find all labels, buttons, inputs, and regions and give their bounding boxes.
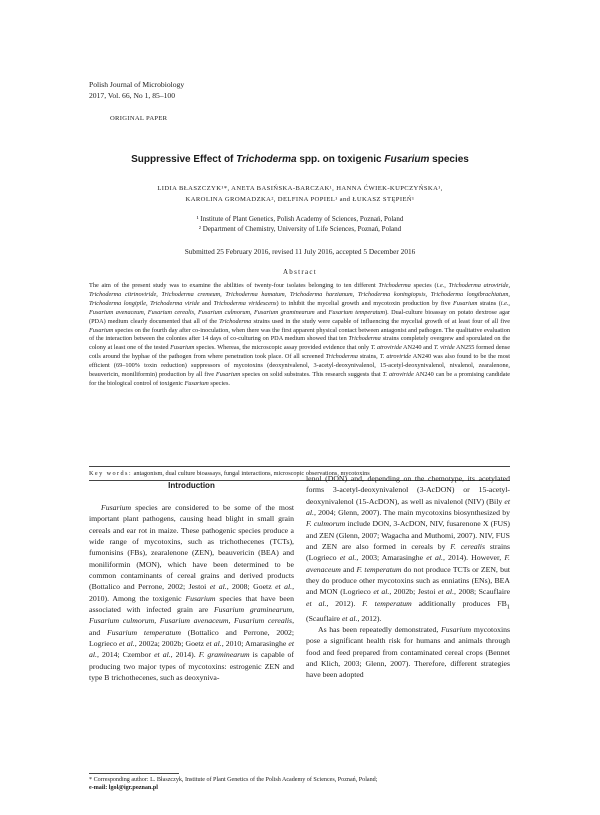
intro-paragraph-1: Fusarium species are considered to be some of the most important plant pathogens, causing head blight in small grain cereals and ear rot in maize. These pathogenic species produce a wide range of mycotoxins, such as trichothecenes (TCTs), fumonisins (FBs), zearalenone (ZEN), beauvericin (BEA) and moniliformin (MON), which have been determined to be common contaminants of cereal grains and derived products (Bottalico and Perrone, 2002; Jestoi et al., 2008; Goetz et al., 2010). Among the toxigenic Fusarium species that have been associated with infected grain are Fusarium graminearum, Fusarium culmorum, Fusarium avenaceum, Fusarium cerealis, and Fusarium temperatum (Bottalico and Perrone, 2002; Logrieco et al., 2002a; 2002b; Goetz et al., 2010; Amarasinghe et al., 2014; Czembor et al., 2014). F. graminearum is capable of producing two major types of mycotoxins: estrogenic ZEN and type B trichothecenes, such as deoxyniva- bbox=[89, 503, 295, 683]
keywords: Key words: antagonism, dual culture bioassays, fungal interactions, microscopic observations, mycotoxins bbox=[89, 470, 370, 477]
keywords-top-rule bbox=[89, 466, 510, 467]
intro-paragraph-2: As has been repeatedly demonstrated, Fusarium mycotoxins pose a significant health risk for humans and animals through food and feed prepared from contaminated cereal crops (Bennet and Klich, 2003; Glenn, 2007). Therefore, different strategies have been adopted bbox=[306, 625, 510, 680]
footnote bbox=[89, 776, 510, 792]
journal-header bbox=[89, 80, 184, 101]
intro-paragraph-1-cont: lenol (DON) and, depending on the chemotype, its acetylated forms 3-acetyl-deoxynivalenol (3-AcDON) or 15-acetyl-deoxynivalenol (15-AcDON), as well as nivalenol (NIV) (Bily et al., 2004; Glenn, 2007). The main mycotoxins biosynthesized by F. culmorum include DON, 3-AcDON, NIV, fusarenone X (FUS) and ZEN (Glenn, 2007; Wagacha and Muthomi, 2007). NIV, FUS and ZEN are also formed in cereals by F. cerealis strains (Logrieco et al., 2003; Amarasinghe et al., 2014). However, F. avenaceum and F. temperatum do not produce TCTs or ZEN, but they do produce other mycotoxins such as enniatins (ENs), BEA and MON (Logrieco et al., 2002b; Jestoi et al., 2008; Scauflaire et al., 2012). F. temperatum additionally produces $FB_1$ (Scauflaire et al., 2012). bbox=[306, 474, 511, 623]
footnote-rule bbox=[89, 773, 179, 774]
affiliations: ¹ Institute of Plant Genetics, Polish Academy of Sciences, Poznań, Poland ² Department of Chemistry, University of Life Sciences, Poznań, Poland bbox=[196, 215, 404, 233]
paper-type: ORIGINAL PAPER bbox=[110, 115, 168, 122]
introduction-heading: Introduction bbox=[168, 481, 215, 490]
corresponding-author: * Corresponding author: L. Błaszczyk, Institute of Plant Genetics of the Polish Academy of Sciences, Poznań, Poland; bbox=[89, 777, 378, 783]
journal-issue: 2017, Vol. 66, No 1, 85–100 bbox=[89, 90, 175, 100]
intro-left-column bbox=[89, 502, 294, 684]
corresponding-email: e-mail: lgol@igr.poznan.pl bbox=[89, 785, 158, 792]
paper-title: Suppressive Effect of Trichoderma spp. on toxigenic Fusarium species bbox=[131, 154, 469, 165]
intro-right-column bbox=[306, 473, 510, 681]
author-list: LIDIA BŁASZCZYK¹*, ANETA BASIŃSKA-BARCZAK¹, HANNA ĆWIEK-KUPCZYŃSKA¹, KAROLINA GROMADZKA², DELFINA POPIEL¹ and ŁUKASZ STĘPIEŃ¹ bbox=[157, 185, 443, 203]
journal-name: Polish Journal of Microbiology bbox=[89, 80, 185, 89]
abstract-heading: Abstract bbox=[282, 268, 318, 276]
abstract-text: The aim of the present study was to examine the abilities of twenty-four isolates belonging to ten different Trichoderma species (i.e., Trichoderma atroviride, Trichoderma citrinoviride, Trichoderma cremeum, Trichoderma hamatum, Trichoderma harzianum, Trichoderma koningiopsis, Trichoderma longibrachiatum, Trichoderma longipile, Trichoderma viride and Trichoderma viridescens) to inhibit the mycelial growth and mycotoxin production by five Fusarium strains (i.e., Fusarium avenaceum, Fusarium cerealis, Fusarium culmorum, Fusarium graminearum and Fusarium temperatum). Dual-culture bioassay on potato dextrose agar (PDA) medium clearly documented that all of the Trichoderma strains used in the study were capable of influencing the mycelial growth of at least four of all five Fusarium species on the fourth day after co-inoculation, when there was the first apparent physical contact between antagonist and pathogen. The qualitative evaluation of the interaction between the colonies after 14 days of co-culturing on PDA medium showed that ten Trichoderma strains completely overgrew and sporulated on the colony at least one of the tested Fusarium species. Whereas, the microscopic assay provided evidence that only T. atroviride AN240 and T. viride AN255 formed dense coils around the hyphae of the pathogen from where penetration took place. Of all screened Trichoderma strains, T. atroviride AN240 was also found to be the most efficient (69–100% toxin reduction) suppressors of mycotoxins (deoxynivalenol, 3-acetyl-deoxynivalenol, 15-acetyl-deoxynivalenol, nivalenol, zearalenone, beauvericin, moniliformin) production by all five Fusarium species on solid substrates. This research suggests that T. atroviride AN240 can be a promising candidate for the biological control of toxigenic Fusarium species. bbox=[89, 282, 511, 387]
submission-dates: Submitted 25 February 2016, revised 11 July 2016, accepted 5 December 2016 bbox=[184, 247, 416, 256]
